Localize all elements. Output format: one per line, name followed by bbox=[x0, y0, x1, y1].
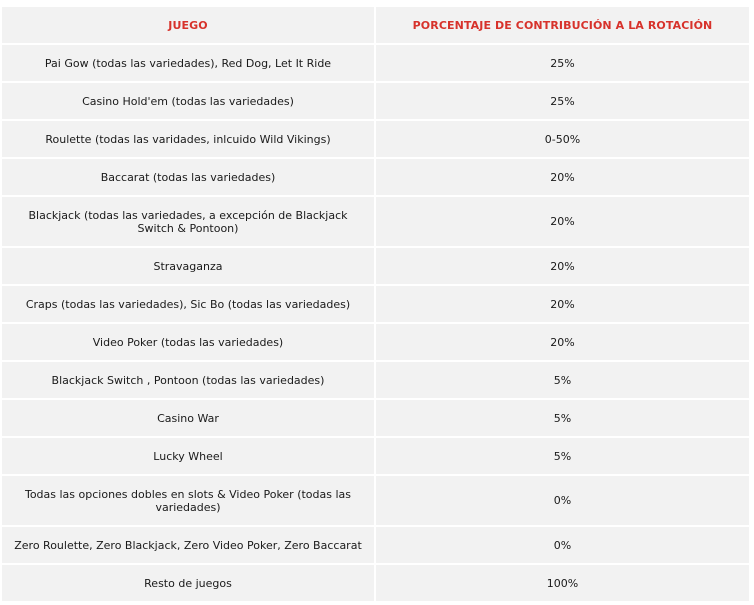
table-row bbox=[2, 45, 749, 81]
table-row bbox=[2, 159, 749, 195]
contribution-cell: 5% bbox=[374, 400, 749, 436]
contribution-cell: 20% bbox=[374, 324, 749, 360]
contribution-cell: 25% bbox=[374, 45, 749, 81]
contribution-cell: 25% bbox=[374, 83, 749, 119]
game-cell: Todas las opciones dobles en slots & Video Poker (todas las variedades) bbox=[2, 476, 374, 525]
table-row bbox=[2, 400, 749, 436]
table-row bbox=[2, 248, 749, 284]
game-cell: Blackjack (todas las variedades, a excepción de Blackjack Switch & Pontoon) bbox=[2, 197, 374, 246]
table-row bbox=[2, 324, 749, 360]
game-cell: Casino Hold'em (todas las variedades) bbox=[2, 83, 374, 119]
header-contribution: PORCENTAJE DE CONTRIBUCIÓN A LA ROTACIÓN bbox=[374, 7, 749, 43]
game-cell: Pai Gow (todas las variedades), Red Dog, Let It Ride bbox=[2, 45, 374, 81]
game-cell: Resto de juegos bbox=[2, 565, 374, 601]
contribution-cell: 20% bbox=[374, 159, 749, 195]
contribution-cell: 0-50% bbox=[374, 121, 749, 157]
contribution-cell: 0% bbox=[374, 476, 749, 525]
table-header-row bbox=[2, 7, 749, 43]
game-cell: Stravaganza bbox=[2, 248, 374, 284]
table-row bbox=[2, 83, 749, 119]
game-cell: Lucky Wheel bbox=[2, 438, 374, 474]
table-row bbox=[2, 476, 749, 525]
game-cell: Zero Roulette, Zero Blackjack, Zero Video Poker, Zero Baccarat bbox=[2, 527, 374, 563]
table-row bbox=[2, 527, 749, 563]
game-cell: Baccarat (todas las variedades) bbox=[2, 159, 374, 195]
contribution-cell: 20% bbox=[374, 248, 749, 284]
table-row bbox=[2, 438, 749, 474]
table-row bbox=[2, 362, 749, 398]
contribution-cell: 20% bbox=[374, 197, 749, 246]
contribution-cell: 0% bbox=[374, 527, 749, 563]
table-row bbox=[2, 286, 749, 322]
table-row bbox=[2, 121, 749, 157]
contribution-table bbox=[2, 5, 749, 603]
contribution-cell: 20% bbox=[374, 286, 749, 322]
game-cell: Blackjack Switch , Pontoon (todas las variedades) bbox=[2, 362, 374, 398]
game-cell: Roulette (todas las varidades, inlcuido Wild Vikings) bbox=[2, 121, 374, 157]
contribution-cell: 5% bbox=[374, 438, 749, 474]
contribution-cell: 5% bbox=[374, 362, 749, 398]
contribution-cell: 100% bbox=[374, 565, 749, 601]
contribution-table-container bbox=[2, 5, 749, 603]
table-row bbox=[2, 565, 749, 601]
game-cell: Video Poker (todas las variedades) bbox=[2, 324, 374, 360]
header-game: JUEGO bbox=[2, 7, 374, 43]
game-cell: Craps (todas las variedades), Sic Bo (todas las variedades) bbox=[2, 286, 374, 322]
game-cell: Casino War bbox=[2, 400, 374, 436]
table-row bbox=[2, 197, 749, 246]
